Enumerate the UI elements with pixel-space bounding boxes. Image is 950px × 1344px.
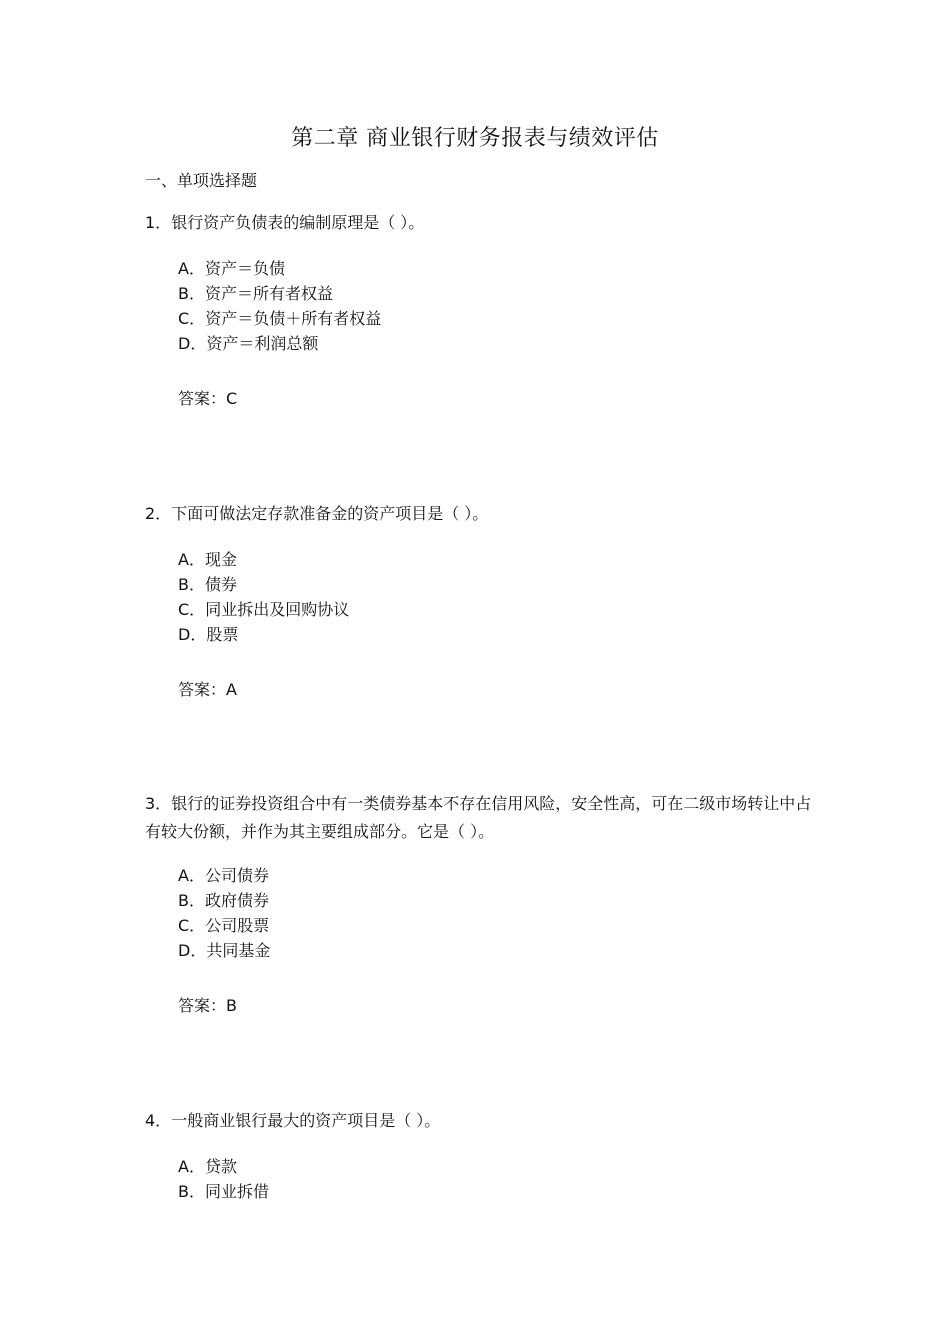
option-c: C．资产＝负债＋所有者权益 bbox=[178, 309, 382, 328]
option-d: D．共同基金 bbox=[178, 941, 271, 960]
option-d: D．股票 bbox=[178, 625, 239, 644]
answer-label: 答案： bbox=[178, 996, 227, 1015]
answer-value: C bbox=[226, 389, 238, 408]
question-3-answer bbox=[178, 993, 237, 1016]
option-b: B．债券 bbox=[178, 575, 237, 594]
question-4 bbox=[145, 1107, 825, 1135]
option-a: A．资产＝负债 bbox=[178, 259, 285, 278]
option-c: C．同业拆出及回购协议 bbox=[178, 600, 350, 619]
question-number: 4． bbox=[145, 1111, 172, 1130]
answer-value: A bbox=[226, 680, 237, 699]
answer-label: 答案： bbox=[178, 389, 227, 408]
option-a: A．贷款 bbox=[178, 1157, 237, 1176]
question-2 bbox=[145, 500, 825, 528]
question-1-answer bbox=[178, 386, 237, 409]
option-b: B．资产＝所有者权益 bbox=[178, 284, 333, 303]
option-d: D．资产＝利润总额 bbox=[178, 334, 319, 353]
question-text: 银行的证券投资组合中有一类债券基本不存在信用风险，安全性高，可在二级市场转让中占有较大份额，并作为其主要组成部分。它是（ ）。 bbox=[145, 794, 812, 841]
question-2-options bbox=[178, 547, 349, 647]
section-heading: 一、单项选择题 bbox=[145, 171, 258, 190]
page-title: 第二章 商业银行财务报表与绩效评估 bbox=[291, 126, 659, 151]
question-3-options bbox=[178, 863, 270, 963]
question-4-options bbox=[178, 1154, 269, 1204]
option-b: B．同业拆借 bbox=[178, 1182, 269, 1201]
question-text: 银行资产负债表的编制原理是（ ）。 bbox=[171, 213, 425, 232]
question-text: 下面可做法定存款准备金的资产项目是（ ）。 bbox=[171, 504, 489, 523]
question-3 bbox=[145, 790, 825, 846]
question-1 bbox=[145, 209, 825, 237]
question-text: 一般商业银行最大的资产项目是（ ）。 bbox=[171, 1111, 441, 1130]
answer-value: B bbox=[226, 996, 237, 1015]
question-number: 3． bbox=[145, 794, 172, 813]
option-c: C．公司股票 bbox=[178, 916, 270, 935]
question-number: 2． bbox=[145, 504, 172, 523]
option-a: A．现金 bbox=[178, 550, 237, 569]
option-b: B．政府债券 bbox=[178, 891, 269, 910]
option-a: A．公司债券 bbox=[178, 866, 269, 885]
question-2-answer bbox=[178, 677, 237, 700]
answer-label: 答案： bbox=[178, 680, 227, 699]
question-number: 1． bbox=[145, 213, 172, 232]
question-1-options bbox=[178, 256, 381, 356]
